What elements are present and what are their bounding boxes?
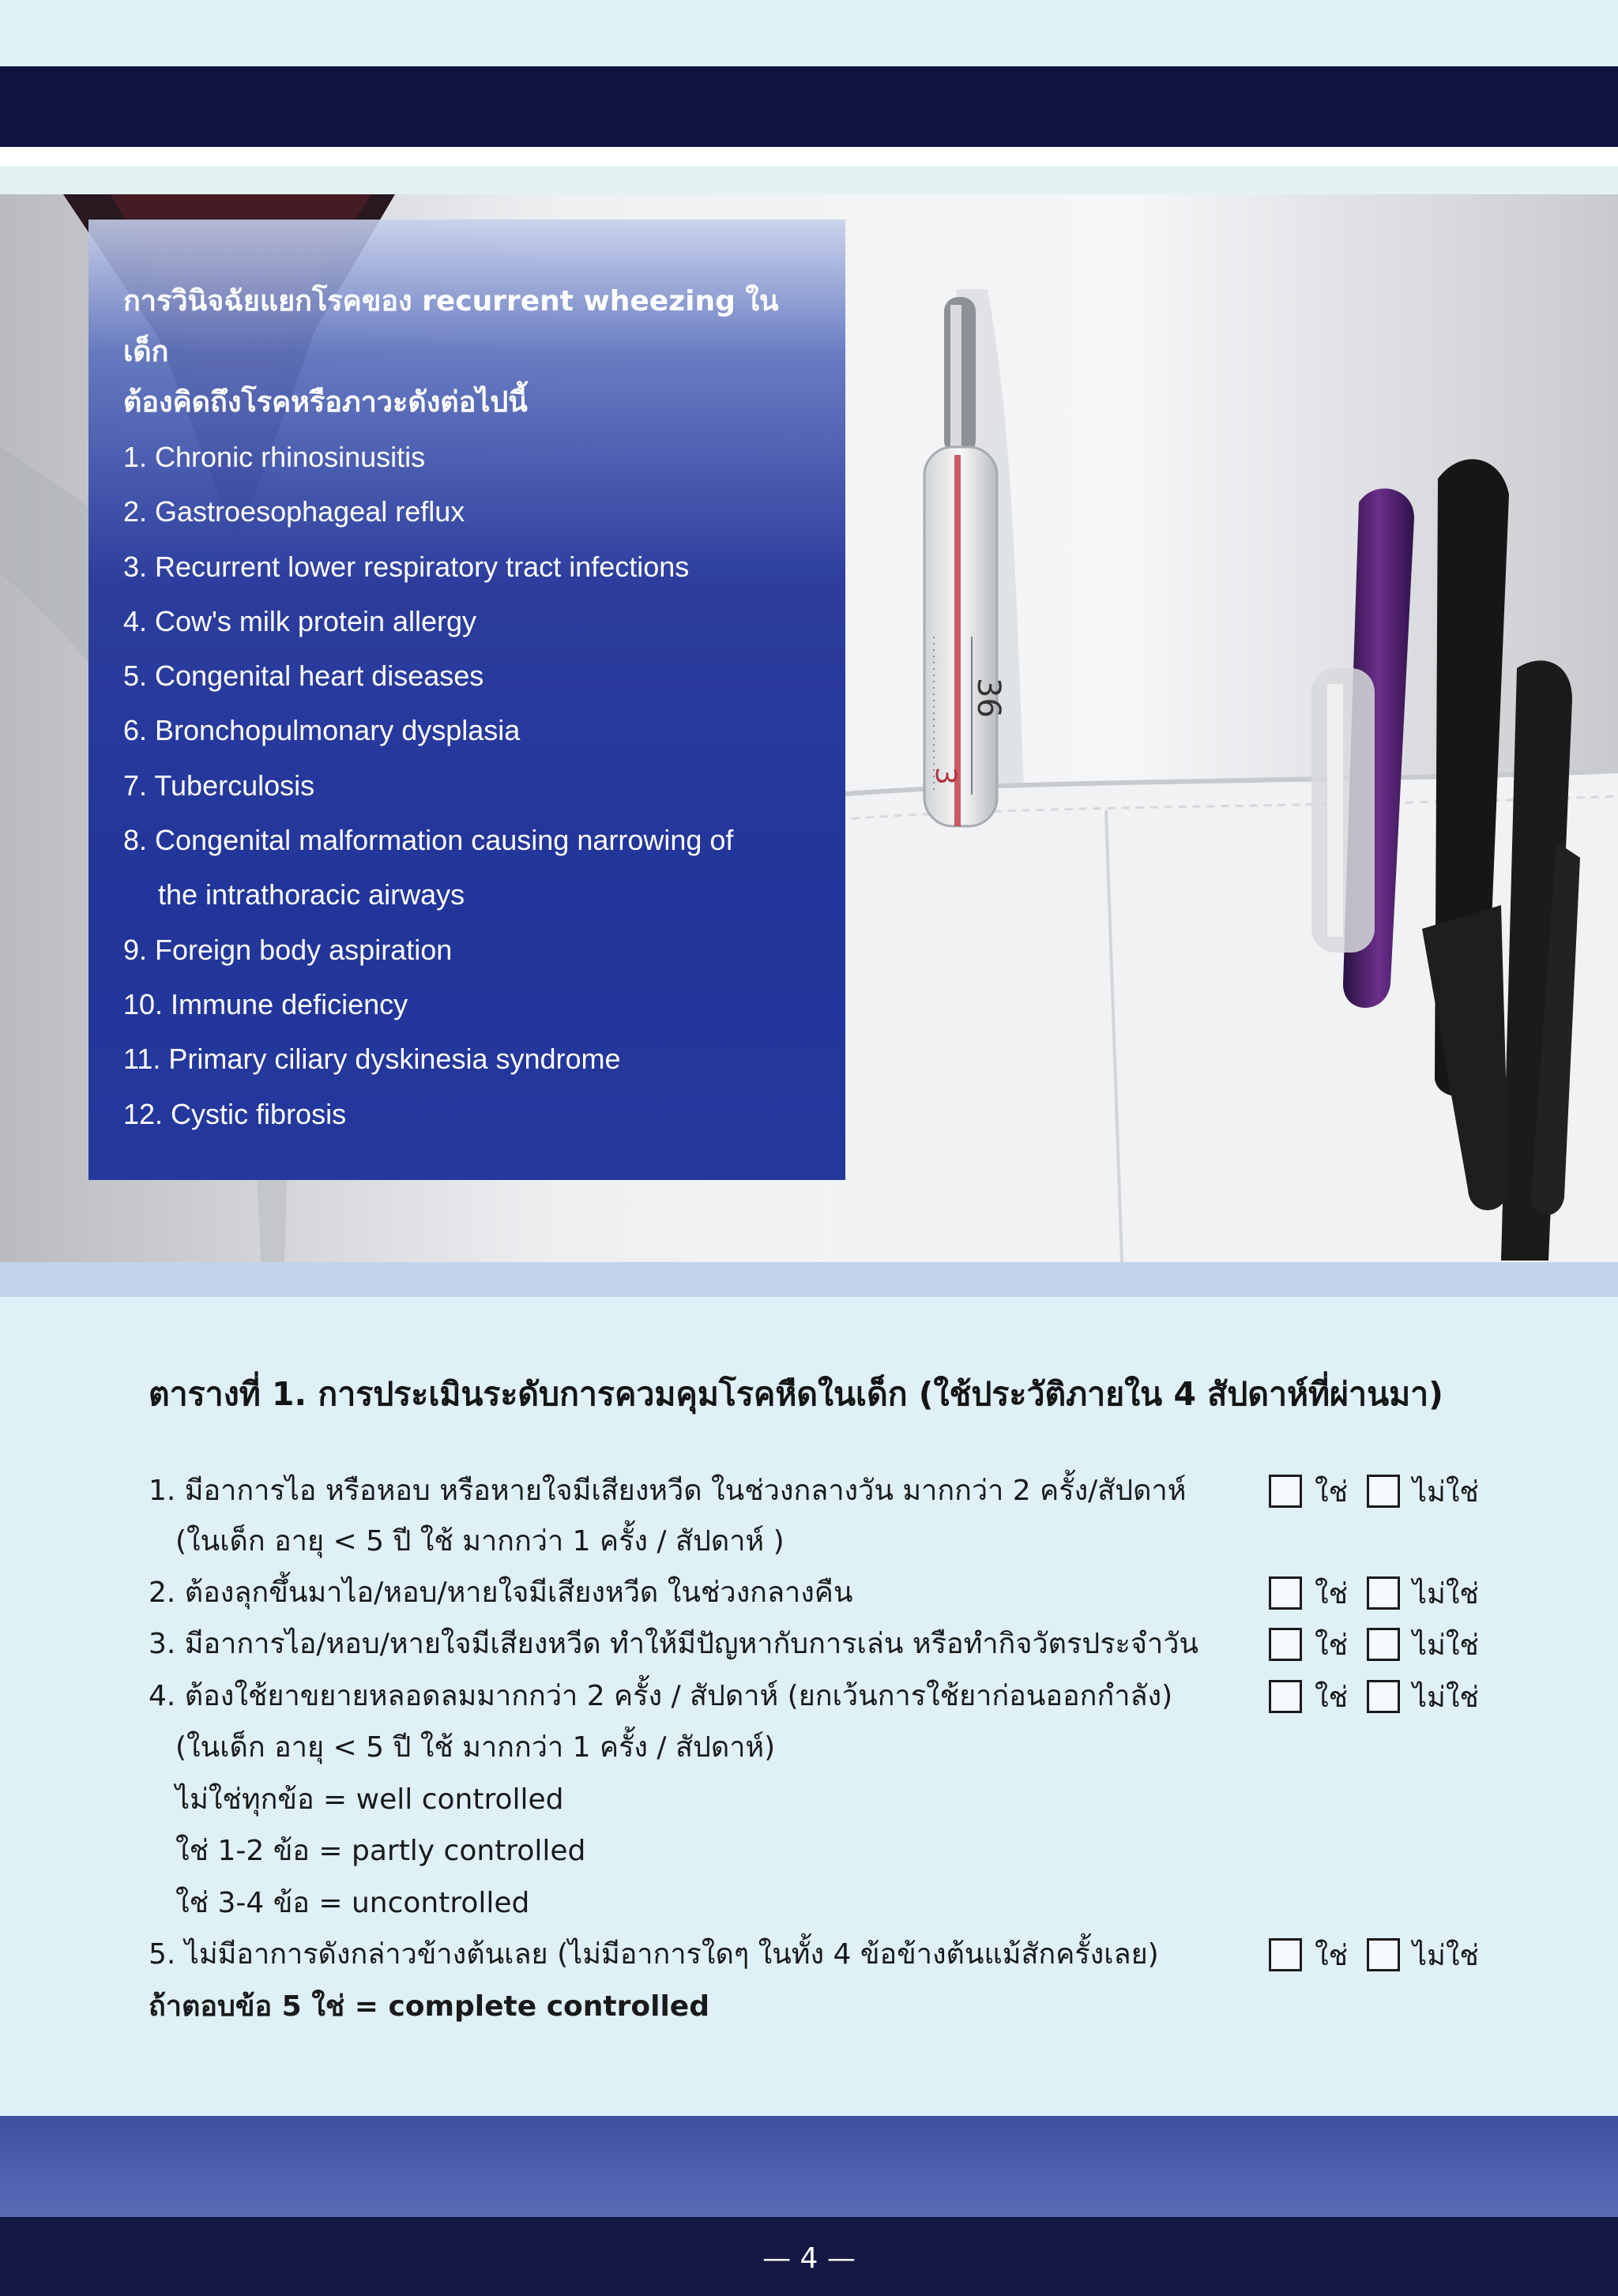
yes-label: ใช่ [1315, 1475, 1349, 1509]
conclusion-note: ถ้าตอบข้อ 5 ใช่ = complete controlled [149, 1990, 709, 2023]
question-1: 1. มีอาการไอ หรือหอบ หรือหายใจมีเสียงหวีด ในช่วงกลางวัน มากกว่า 2 ครั้ง/สัปดาห์ [149, 1475, 1187, 1507]
no-label: ไม่ใช่ [1413, 1939, 1479, 1972]
list-item: 8. Congenital malformation causing narrowing of [123, 824, 734, 857]
divider-band [0, 1262, 1618, 1297]
list-item: 4. Cow's milk protein allergy [123, 604, 477, 637]
yes-checkbox-5[interactable] [1269, 1938, 1302, 1971]
list-item: 3. Recurrent lower respiratory tract infections [123, 550, 690, 583]
yes-checkbox-3[interactable] [1269, 1628, 1302, 1661]
question-4-note: (ในเด็ก อายุ < 5 ปี ใช้ มากกว่า 1 ครั้ง / สัปดาห์) [175, 1731, 776, 1764]
header-band [0, 66, 1618, 147]
answer-row-5 [1269, 1930, 1479, 1980]
list-item: 5. Congenital heart diseases [123, 659, 484, 693]
yes-label: ใช่ [1315, 1939, 1349, 1972]
no-checkbox-1[interactable] [1367, 1475, 1400, 1508]
no-label: ไม่ใช่ [1413, 1681, 1479, 1714]
no-label: ไม่ใช่ [1413, 1629, 1479, 1662]
header-gap [0, 147, 1618, 166]
list-item: 6. Bronchopulmonary dysplasia [123, 714, 521, 747]
yes-label: ใช่ [1315, 1577, 1349, 1610]
question-4: 4. ต้องใช้ยาขยายหลอดลมมากกว่า 2 ครั้ง / สัปดาห์ (ยกเว้นการใช้ยาก่อนออกกำลัง) [149, 1680, 1173, 1712]
answer-row-4 [1269, 1671, 1479, 1722]
score-uncontrolled: ใช่ 3-4 ข้อ = uncontrolled [175, 1887, 530, 1919]
differential-diagnosis-list [123, 430, 814, 1141]
list-item-continuation: the intrathoracic airways [158, 878, 465, 911]
top-strip [0, 0, 1618, 66]
no-checkbox-4[interactable] [1367, 1680, 1400, 1713]
question-1-note: (ในเด็ก อายุ < 5 ปี ใช้ มากกว่า 1 ครั้ง / สัปดาห์ ) [175, 1525, 785, 1558]
question-5: 5. ไม่มีอาการดังกล่าวข้างต้นเลย (ไม่มีอาการใดๆ ในทั้ง 4 ข้อข้างต้นแม้สักครั้งเลย) [149, 1938, 1159, 1971]
no-label: ไม่ใช่ [1413, 1475, 1479, 1509]
question-3: 3. มีอาการไอ/หอบ/หายใจมีเสียงหวีด ทำให้มีปัญหากับการเล่น หรือทำกิจวัตรประจำวัน [149, 1628, 1199, 1660]
differential-diagnosis-title: การวินิจฉัยแยกโรคของ recurrent wheezing ในเด็ก ต้องคิดถึงโรคหรือภาวะดังต่อไปนี้ [123, 285, 779, 419]
score-partly-controlled: ใช่ 1-2 ข้อ = partly controlled [175, 1835, 586, 1867]
answer-row-2 [1269, 1568, 1479, 1618]
list-item: 7. Tuberculosis [123, 768, 315, 802]
header-pale-strip [0, 166, 1618, 194]
page-number: — 4 — [762, 2242, 856, 2275]
yes-checkbox-4[interactable] [1269, 1680, 1302, 1713]
svg-text:36: 36 [970, 678, 1007, 718]
question-2: 2. ต้องลุกขึ้นมาไอ/หอบ/หายใจมีเสียงหวีด ในช่วงกลางคืน [149, 1576, 853, 1609]
list-item: 12. Cystic fibrosis [123, 1097, 347, 1130]
yes-label: ใช่ [1315, 1681, 1349, 1714]
yes-label: ใช่ [1315, 1629, 1349, 1662]
score-well-controlled: ไม่ใช่ทุกข้อ = well controlled [175, 1783, 564, 1816]
answer-row-1 [1269, 1466, 1479, 1516]
no-label: ไม่ใช่ [1413, 1577, 1479, 1610]
list-item: 1. Chronic rhinosinusitis [123, 441, 426, 473]
yes-checkbox-2[interactable] [1269, 1576, 1302, 1610]
list-item: 10. Immune deficiency [123, 987, 408, 1020]
differential-diagnosis-box [88, 220, 845, 1180]
yes-checkbox-1[interactable] [1269, 1475, 1302, 1508]
list-item: 2. Gastroesophageal reflux [123, 495, 465, 528]
no-checkbox-2[interactable] [1367, 1576, 1400, 1610]
list-item: 11. Primary ciliary dyskinesia syndrome [123, 1043, 621, 1076]
no-checkbox-3[interactable] [1367, 1628, 1400, 1661]
no-checkbox-5[interactable] [1367, 1938, 1400, 1971]
footer-accent-band [0, 2116, 1618, 2217]
svg-text:3: 3 [929, 767, 961, 785]
list-item: 9. Foreign body aspiration [123, 933, 453, 966]
answer-row-3 [1269, 1619, 1479, 1670]
table-title: ตารางที่ 1. การประเมินระดับการควมคุมโรคหืดในเด็ก (ใช้ประวัติภายใน 4 สัปดาห์ที่ผ่านมา) [149, 1375, 1443, 1413]
